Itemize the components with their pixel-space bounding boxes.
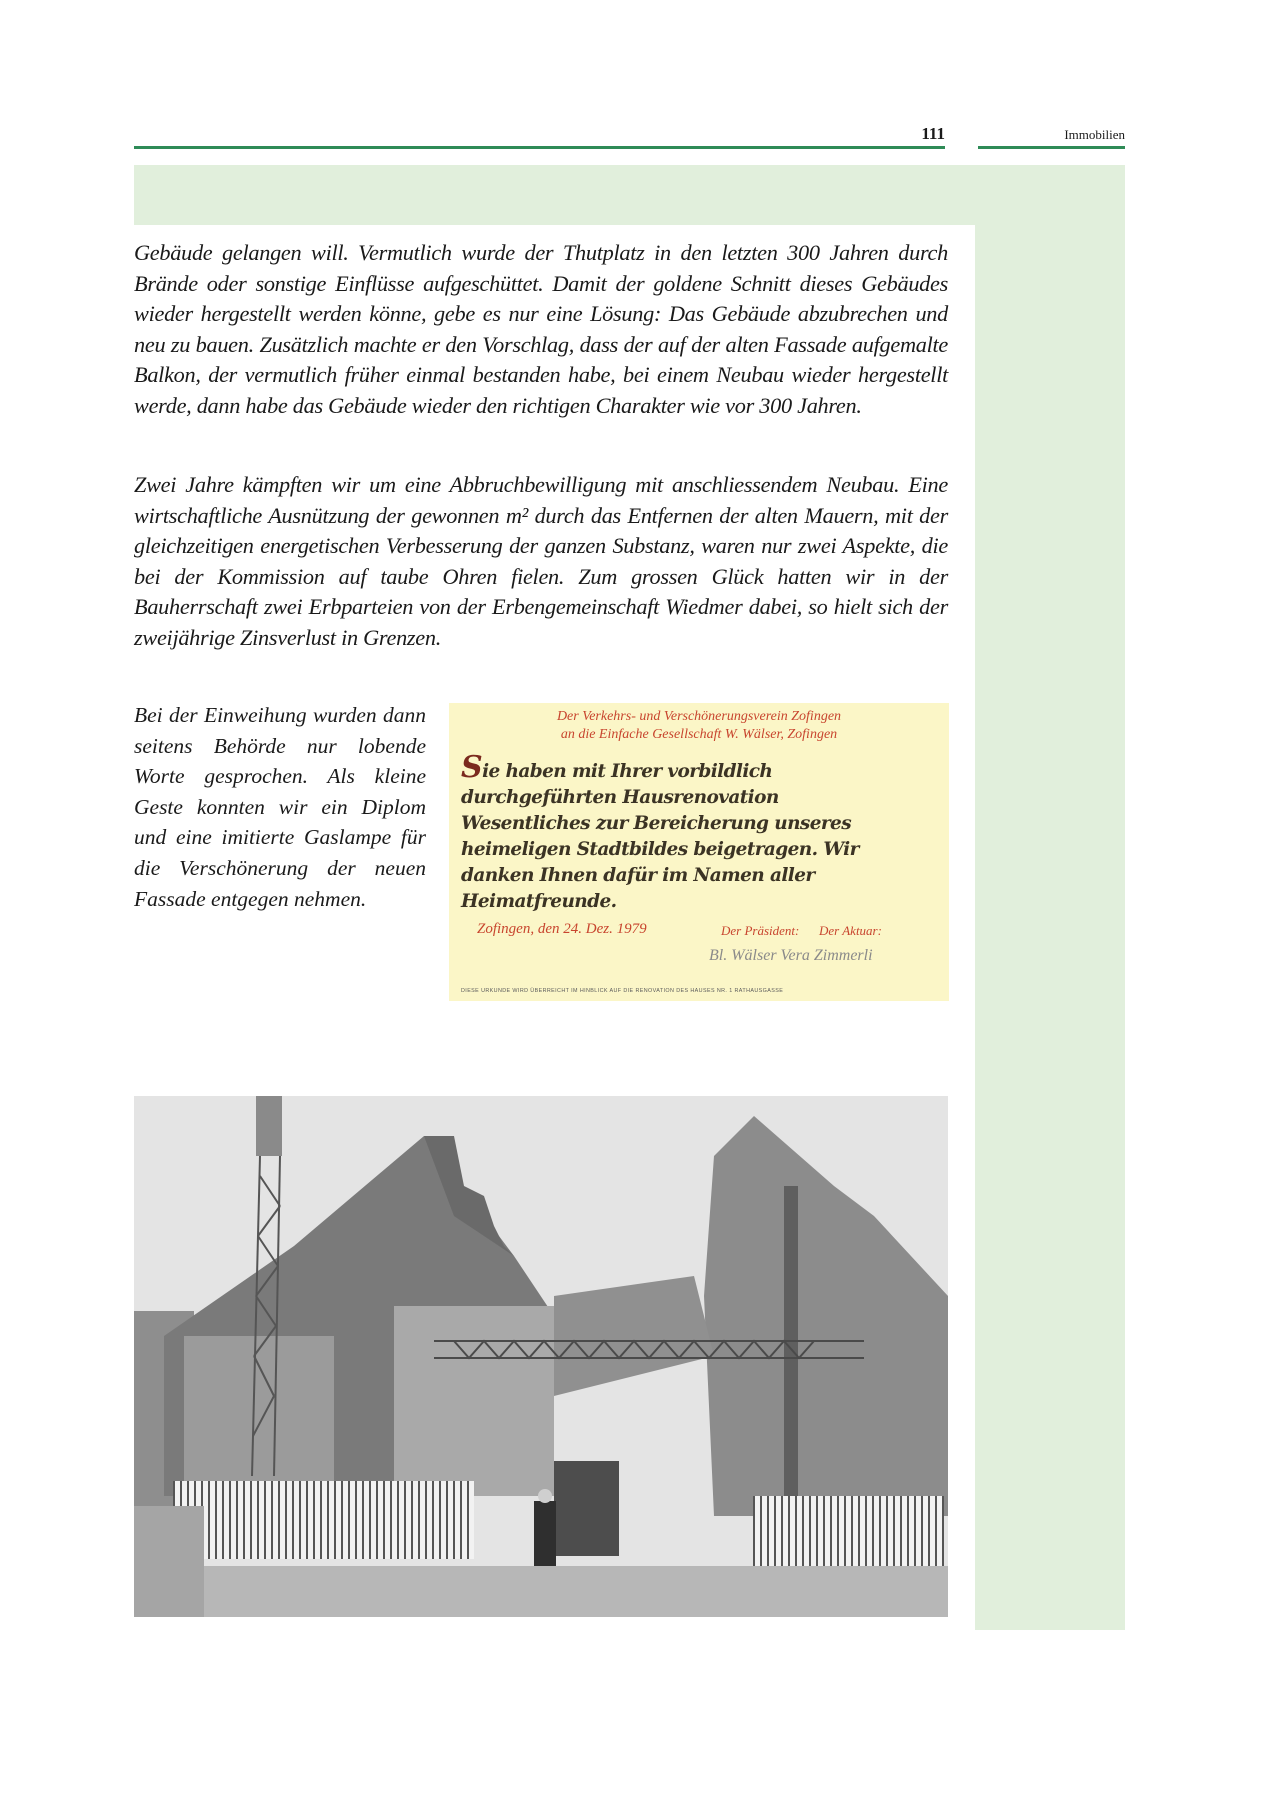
- diploma-footer: DIESE URKUNDE WIRD ÜBERREICHT IM HINBLICK AUF DIE RENOVATION DES HAUSES NR. 1 RATHAUSGASSE: [461, 988, 784, 994]
- diploma-date: Zofingen, den 24. Dez. 1979: [477, 921, 647, 937]
- diploma-heading: Der Verkehrs- und Verschönerungsverein Zofingen: [556, 709, 842, 724]
- diploma-body-text: ie haben mit Ihrer vorbildlich durchgeführten Hausrenovation Wesentliches zur Bereicherung unseres heimeligen Stadtbildes beigetragen. Wir danken Ihnen dafür im Namen aller Heimatfreunde.: [461, 761, 859, 912]
- page-number: 111: [921, 124, 945, 143]
- diploma-aktuar-label: Der Aktuar:: [819, 923, 882, 938]
- construction-photo: [134, 1096, 948, 1617]
- paragraph: [134, 238, 948, 422]
- diploma-image: [449, 703, 949, 1001]
- paragraph-text: Zwei Jahre kämpften wir um eine Abbruchbewilligung mit anschliessendem Neubau. Eine wirtschaftliche Ausnützung der gewonnen m² durch das Entfernen der alten Mauern, mit der gleichzeitigen energetischen Verbesserung der ganzen Substanz, waren nur zwei Aspekte, die bei der Kommission auf taube Ohren fielen. Zum grossen Glück hatten wir in der Bauherrschaft zwei Erbparteien von der Erbengemeinschaft Wiedmer dabei, so hielt sich der zweijährige Zinsverlust in Grenzen.: [134, 472, 948, 650]
- diploma-president-label: Der Präsident:: [721, 923, 800, 938]
- header-rule-right: [978, 146, 1125, 149]
- street: [134, 1566, 948, 1617]
- header-rule-left: [134, 146, 945, 149]
- crane-cab: [256, 1096, 282, 1156]
- fountain-base: [134, 1506, 204, 1617]
- green-panel-side: [975, 225, 1125, 1630]
- green-panel-top: [134, 165, 1125, 225]
- section-title: Immobilien: [1064, 127, 1125, 142]
- diploma-signatures: Bl. Wälser Vera Zimmerli: [709, 947, 873, 964]
- photo-illustration: [134, 1096, 948, 1617]
- diploma-initial: S: [461, 750, 483, 785]
- person: [534, 1501, 556, 1576]
- paragraph-text: Bei der Einweihung wurden dann seitens Behörde nur lobende Worte gesprochen. Als kleine Geste konnten wir ein Diplom und eine imitierte Gaslampe für die Verschönerung der neuen Fassade entgegen nehmen.: [134, 703, 426, 911]
- paragraph: [134, 470, 948, 654]
- truck: [554, 1461, 619, 1556]
- paragraph: [134, 700, 426, 914]
- diploma-body: [461, 750, 911, 915]
- paragraph-text: Gebäude gelangen will. Vermutlich wurde der Thutplatz in den letzten 300 Jahren durch Brände oder sonstige Einflüsse aufgeschüttet. Damit der goldene Schnitt dieses Gebäudes wieder hergestellt werden könne, gebe es nur eine Lösung: Das Gebäude abzubrechen und neu zu bauen. Zusätzlich machte er den Vorschlag, dass der auf der alten Fassade aufgemalte Balkon, der vermutlich früher einmal bestanden habe, bei einem Neubau wieder hergestellt werde, dann habe das Gebäude wieder den richtigen Charakter wie vor 300 Jahren.: [134, 240, 948, 418]
- diploma-recipient: an die Einfache Gesellschaft W. Wälser, Zofingen: [560, 727, 838, 742]
